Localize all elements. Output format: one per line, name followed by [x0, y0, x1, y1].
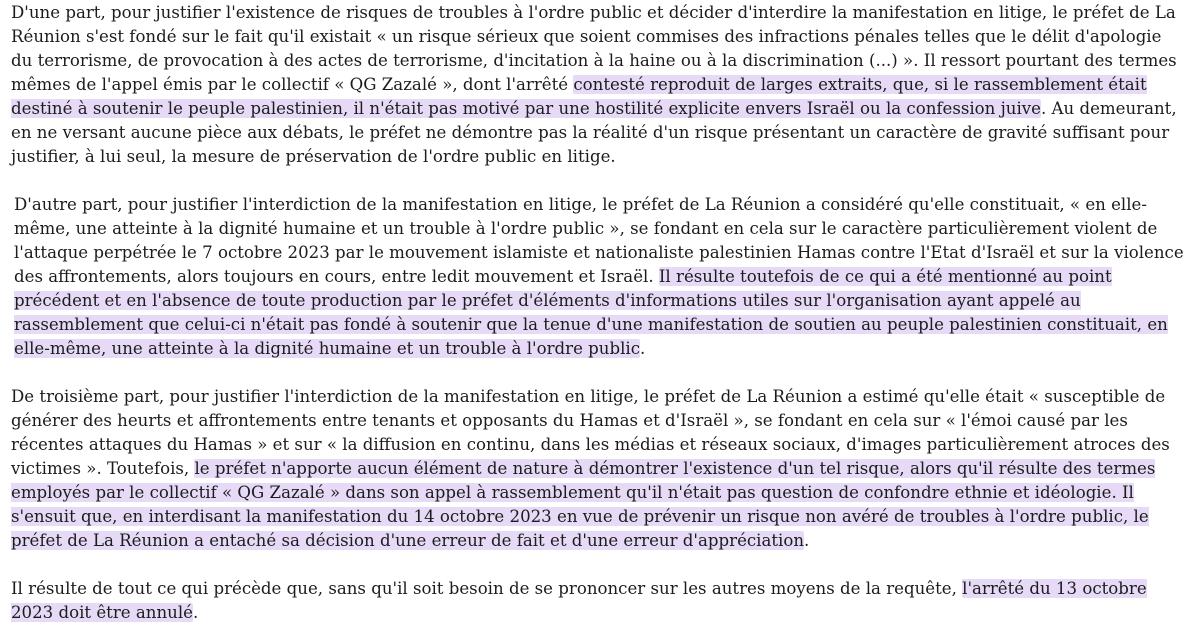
paragraph-3: [11, 385, 1186, 553]
text-segment: .: [804, 531, 810, 550]
text-segment: De troisième part, pour justifier l'interdiction de la manifestation en litige, le préfet de La Réunion a estimé qu'elle était « susceptible de générer des heurts et affrontements entre tenants et opposants du Hamas et d'Israël », se fondant en cela sur « l'émoi causé par les récentes attaques du Hamas » et sur « la diffusion en continu, dans les médias et réseaux sociaux, d'images particulièrement atroces des victimes ». Toutefois,: [11, 387, 1170, 478]
text-segment: D'une part, pour justifier l'existence de risques de troubles à l'ordre public et décider d'interdire la manifestation en litige, le préfet de La Réunion s'est fondé sur le fait qu'il existait « un risque sérieux que soient commises des infractions pénales telles que le délit d'apologie du terrorisme, de provocation à des actes de terrorisme, d'incitation à la haine ou à la discrimination (...) ». Il ressort pourtant des termes mêmes de l'appel émis par le collectif « QG Zazalé », dont l'arrêté: [11, 3, 1177, 94]
text-segment: .: [192, 603, 199, 622]
highlighted-text: contesté reproduit de larges extraits, que, si le rassemblement était destiné à soutenir le peuple palestinien, il n'était pas motivé par une hostilité explicite envers Israël ou la confession juive: [11, 75, 1147, 118]
highlighted-text: le préfet n'apporte aucun élément de nature à démontrer l'existence d'un tel risque, alors qu'il résulte des termes employés par le collectif « QG Zazalé » dans son appel à rassemblement qu'il n'était pas question de confondre ethnie et idéologie. Il s'ensuit que, en interdisant la manifestation du 14 octobre 2023 en vue de prévenir un risque non avéré de troubles à l'ordre public, le préfet de La Réunion a entaché sa décision d'une erreur de fait et d'une erreur d'appréciation: [11, 459, 1156, 550]
paragraph-1: [11, 1, 1186, 169]
paragraph-4: [11, 577, 1186, 625]
highlighted-text: Il résulte toutefois de ce qui a été mentionné au point précédent et en l'absence de toute production par le préfet d'éléments d'informations utiles sur l'organisation ayant appelé au rassemblement que celui-ci n'était pas fondé à soutenir que la tenue d'une manifestation de soutien au peuple palestinien constituait, en elle-même, une atteinte à la dignité humaine et un trouble à l'ordre public: [14, 267, 1168, 358]
text-segment: D'autre part, pour justifier l'interdiction de la manifestation en litige, le préfet de La Réunion a considéré qu'elle constituait, « en elle-même, une atteinte à la dignité humaine et un trouble à l'ordre public », se fondant en cela sur le caractère particulièrement violent de l'attaque perpétrée le 7 octobre 2023 par le mouvement islamiste et nationaliste palestinien Hamas contre l'Etat d'Israël et sur la violence des affrontements, alors toujours en cours, entre ledit mouvement et Israël.: [14, 195, 1184, 286]
text-segment: . Au demeurant, en ne versant aucune pièce aux débats, le préfet ne démontre pas la réalité d'un risque présentant un caractère de gravité suffisant pour justifier, à lui seul, la mesure de préservation de l'ordre public en litige.: [11, 99, 1177, 166]
text-segment: .: [640, 339, 646, 358]
text-segment: Il résulte de tout ce qui précède que, sans qu'il soit besoin de se prononcer sur les autres moyens de la requête,: [11, 579, 963, 598]
highlighted-text: l'arrêté du 13 octobre 2023 doit être annulé: [11, 579, 1147, 622]
paragraph-2: [11, 193, 1186, 361]
